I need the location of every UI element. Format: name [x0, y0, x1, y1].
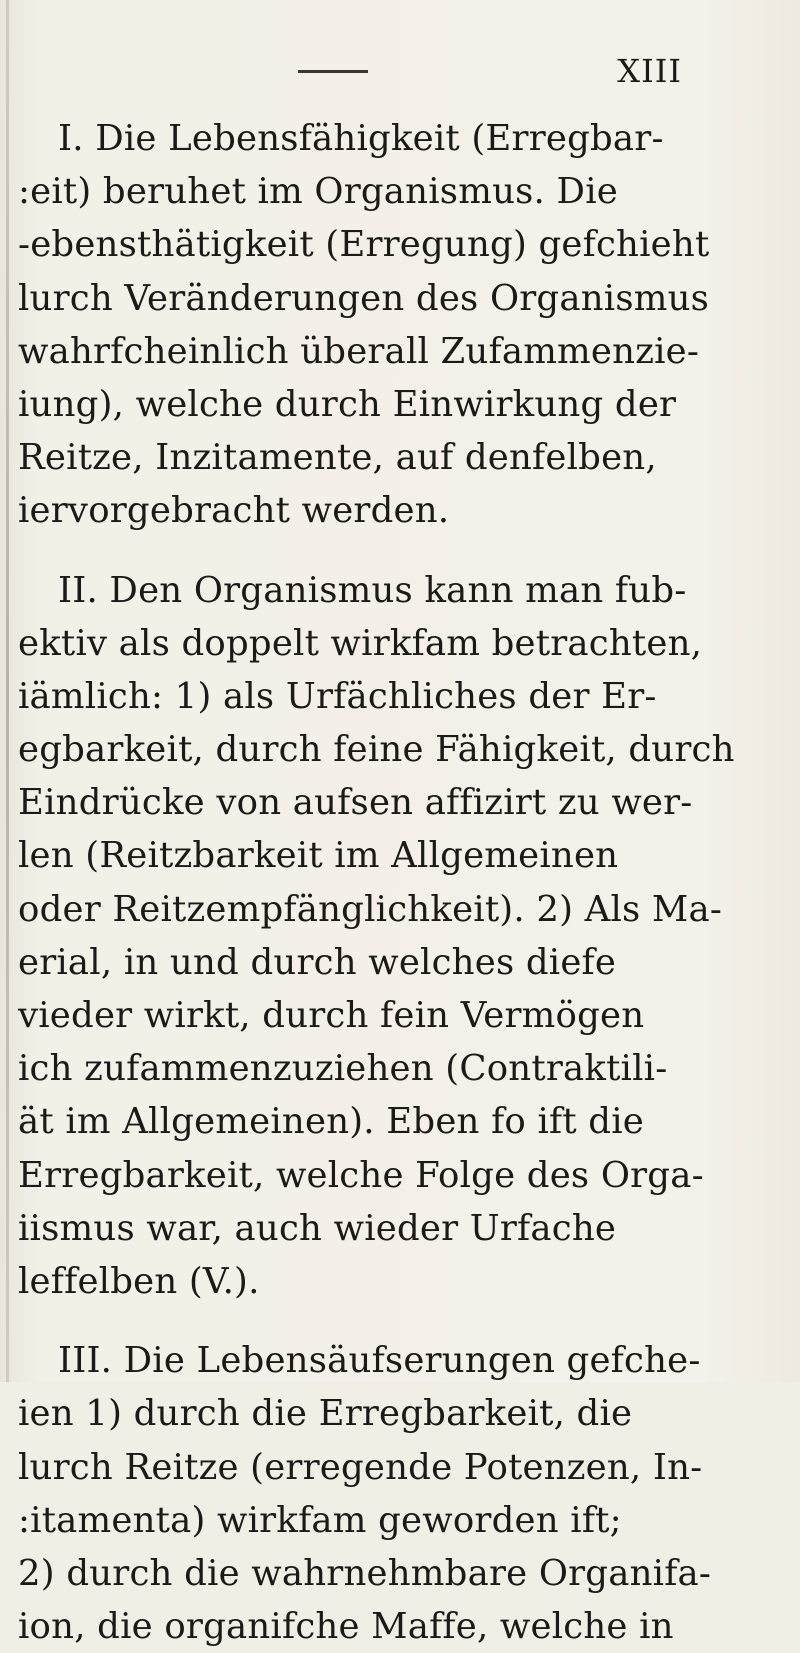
- text-line: ich zufammenzuziehen (Contraktili-: [18, 1048, 668, 1090]
- text-line: iämlich: 1) als Urfächliches der Er-: [18, 675, 657, 717]
- text-line: iervorgebracht werden.: [18, 490, 450, 532]
- text-line: wahrfcheinlich überall Zufammenzie-: [18, 330, 700, 372]
- text-line: oder Reitzempfänglichkeit). 2) Als Ma-: [18, 888, 723, 930]
- page-gutter-edge: [6, 0, 9, 1382]
- text-line: len (Reitzbarkeit im Allgemeinen: [18, 835, 619, 877]
- text-line: I. Die Lebensfähigkeit (Erregbar-: [58, 118, 664, 159]
- text-line: Erregbarkeit, welche Folge des Orga-: [18, 1154, 704, 1196]
- text-line: 2) durch die wahrnehmbare Organifa-: [18, 1552, 712, 1594]
- text-line: erial, in und durch welches diefe: [18, 941, 617, 983]
- paragraph-spacer: [18, 538, 708, 564]
- text-line: ion, die organifche Maffe, welche in: [18, 1606, 674, 1648]
- text-line: :eit) beruhet im Organismus. Die: [18, 171, 618, 213]
- text-line: ektiv als doppelt wirkfam betrachten,: [18, 622, 703, 664]
- text-line: lurch Veränderungen des Organismus: [18, 277, 710, 319]
- text-line: -ebensthätigkeit (Erregung) gefchieht: [18, 224, 710, 266]
- text-line: lurch Reitze (erregende Potenzen, In-: [18, 1446, 703, 1488]
- text-line: egbarkeit, durch feine Fähigkeit, durch: [18, 729, 735, 771]
- paragraph-1: [18, 112, 708, 538]
- paragraph-2: [18, 564, 735, 1309]
- text-line: ien 1) durch die Erregbarkeit, die: [18, 1393, 633, 1435]
- paragraph-spacer: [18, 1308, 708, 1334]
- text-line: iung), welche durch Einwirkung der: [18, 383, 677, 425]
- body-text: [18, 112, 735, 1653]
- text-line: III. Die Lebensäufserungen gefche-: [58, 1340, 701, 1382]
- text-line: leffelben (V.).: [18, 1260, 260, 1302]
- page-number: XIII: [617, 52, 682, 90]
- text-line: II. Den Organismus kann man fub-: [58, 569, 687, 611]
- text-line: Reitze, Inzitamente, auf denfelben,: [18, 437, 657, 479]
- header-rule: [298, 70, 368, 73]
- text-line: Eindrücke von aufsen affizirt zu wer-: [18, 782, 693, 824]
- text-line: :itamenta) wirkfam geworden ift;: [18, 1499, 622, 1541]
- text-line: iismus war, auch wieder Urfache: [18, 1207, 617, 1249]
- text-line: ät im Allgemeinen). Eben fo ift die: [18, 1101, 644, 1143]
- text-line: vieder wirkt, durch fein Vermögen: [18, 995, 645, 1036]
